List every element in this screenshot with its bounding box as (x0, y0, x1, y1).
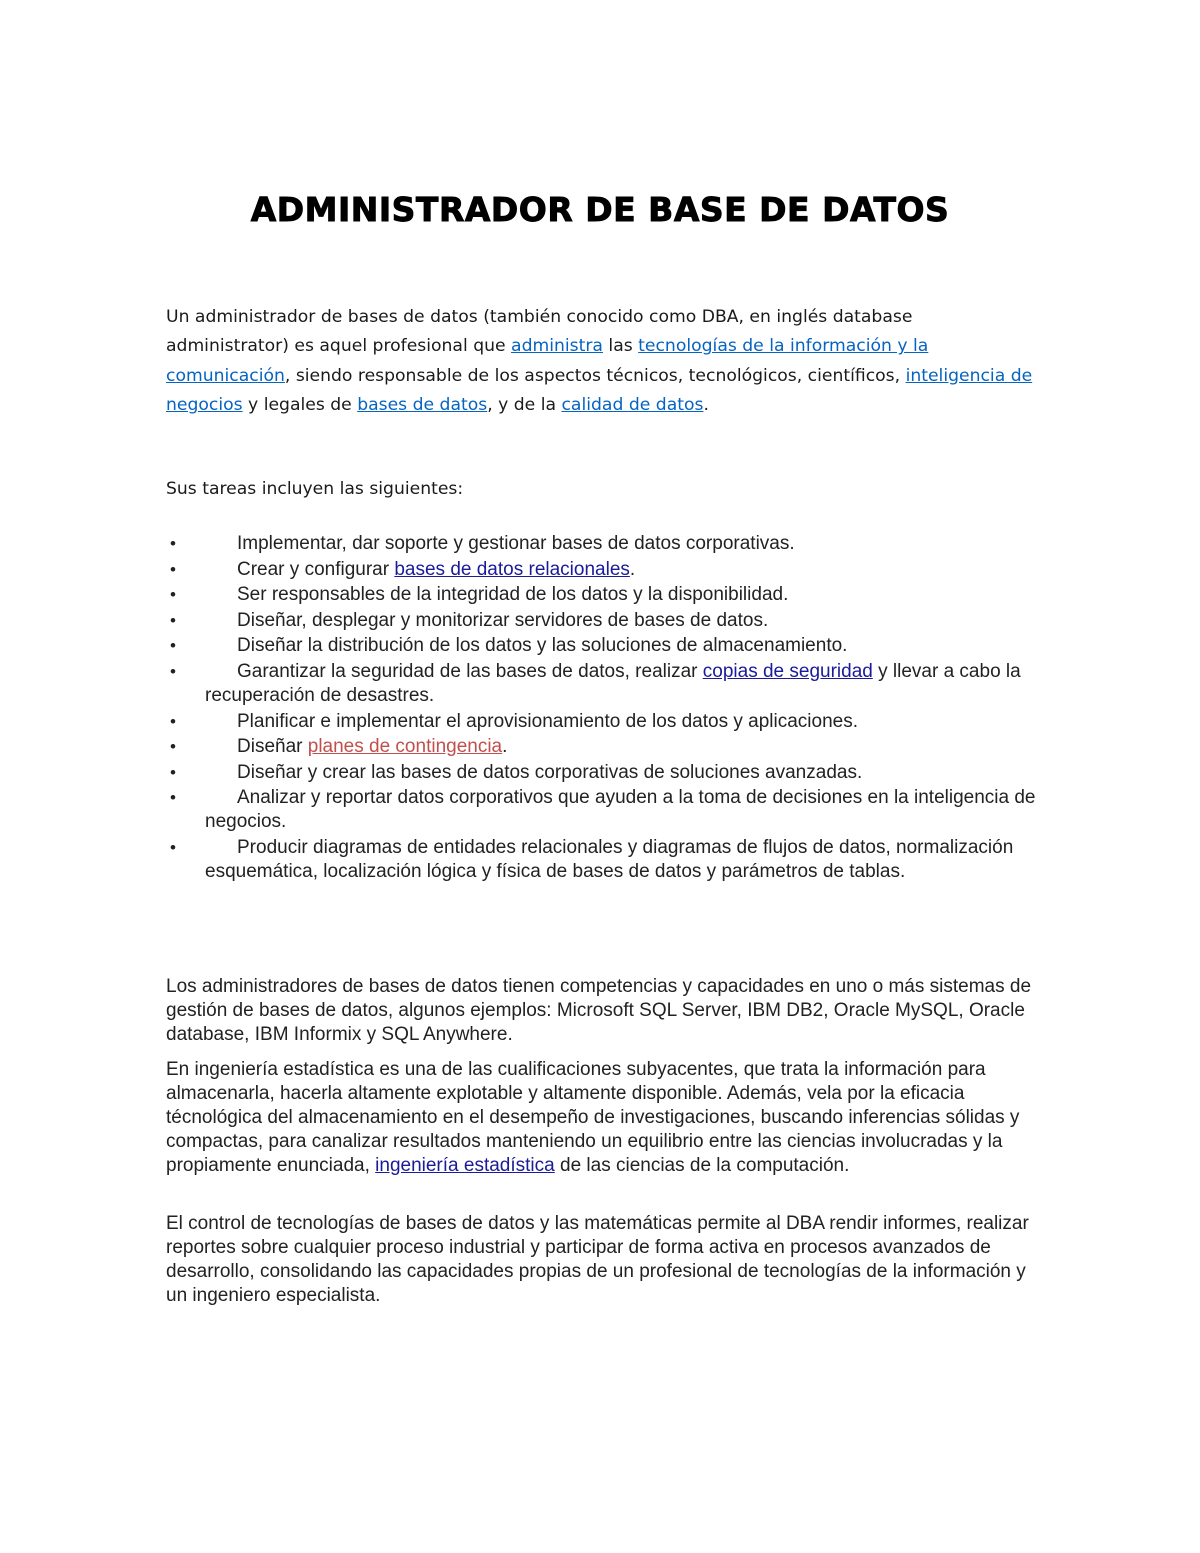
task-text: Implementar, dar soporte y gestionar bases de datos corporativas. (237, 533, 795, 554)
task-text (205, 736, 507, 757)
task-text-pre: Garantizar la seguridad de las bases de datos, realizar (237, 660, 703, 682)
list-item (166, 710, 1046, 734)
list-item (166, 786, 1046, 834)
paragraph-control: El control de tecnologías de bases de datos y las matemáticas permite al DBA rendir informes, realizar reportes sobre cualquier proceso industrial y participar de forma activa en procesos avanzados de desarrollo, consolidando las capacidades propias de un profesional de tecnologías de la información y un ingeniero especialista. (166, 1213, 1029, 1306)
link-inteligencia-negocios[interactable]: inteligencia de negocios (166, 365, 1033, 415)
list-item (166, 634, 1046, 658)
link-tecnologias-informacion[interactable]: tecnologías de la información y la comunicación (166, 336, 929, 386)
list-item (166, 558, 1046, 582)
link-bases-de-datos[interactable]: bases de datos (357, 394, 488, 415)
link-copias-de-seguridad[interactable]: copias de seguridad (702, 660, 873, 682)
list-item (166, 735, 1046, 759)
task-text: Analizar y reportar datos corporativos que ayuden a la toma de decisiones en la inteligencia de negocios. (205, 787, 1036, 833)
task-text: Ser responsables de la integridad de los datos y la disponibilidad. (237, 584, 789, 606)
paragraph-competencias: Los administradores de bases de datos tienen competencias y capacidades en uno o más sistemas de gestión de bases de datos, algunos ejemplos: Microsoft SQL Server, IBM DB2, Oracle MySQL, Oracle database, IBM Informix y SQL Anywhere. (166, 976, 1032, 1045)
task-text: Planificar e implementar el aprovisionamiento de los datos y aplicaciones. (237, 710, 858, 732)
link-administra[interactable]: administra (511, 336, 603, 357)
bullet-icon: • (170, 585, 176, 605)
intro-text-1: Un administrador de bases de datos (también conocido como DBA, en inglés database administrator) es aquel profesional que (166, 307, 913, 357)
bullet-icon: • (170, 762, 176, 782)
bullet-icon: • (170, 711, 176, 731)
intro-text-5: , y de la (487, 394, 562, 415)
intro-text-3: , siendo responsable de los aspectos técnicos, tecnológicos, científicos, (284, 365, 906, 386)
list-item (166, 761, 1046, 785)
list-item (166, 609, 1046, 633)
bullet-icon: • (170, 661, 176, 681)
list-item (166, 836, 1046, 884)
para2-text-post: de las ciencias de la computación. (554, 1155, 850, 1176)
task-text (205, 661, 1021, 706)
intro-text-6: . (703, 394, 709, 415)
list-item (166, 532, 1046, 556)
bullet-icon: • (170, 610, 176, 630)
intro-text-2: las (602, 336, 639, 357)
task-text-post: y llevar a cabo la recuperación de desastres. (205, 660, 1021, 706)
bullet-icon: • (170, 837, 176, 857)
task-text: Diseñar y crear las bases de datos corporativas de soluciones avanzadas. (237, 761, 863, 783)
task-text: Diseñar la distribución de los datos y las soluciones de almacenamiento. (237, 635, 848, 657)
bullet-icon: • (170, 636, 176, 656)
task-text: Diseñar, desplegar y monitorizar servidores de bases de datos. (237, 609, 769, 631)
bullet-icon: • (170, 737, 176, 757)
list-item (166, 583, 1046, 607)
link-planes-de-contingencia[interactable]: planes de contingencia (307, 736, 503, 758)
task-text: Producir diagramas de entidades relacionales y diagramas de flujos de datos, normalización esquemática, localización lógica y física de bases de datos y parámetros de tablas. (205, 836, 1014, 882)
link-ingenieria-estadistica[interactable]: ingeniería estadística (375, 1155, 555, 1176)
tasks-list (166, 532, 1046, 886)
bullet-icon: • (170, 559, 176, 579)
para2-text-pre: En ingeniería estadística es una de las cualificaciones subyacentes, que trata la información para almacenarla, hacerla altamente explotable y altamente disponible. Además, vela por la eficacia técnológica del almacenamiento en el desempeño de investigaciones, buscando inferencias sólidas y compactas, para canalizar resultados manteniendo un equilibrio entre las ciencias involucradas y la propiamente enunciada, (166, 1059, 1020, 1176)
task-text-pre: Diseñar (237, 736, 308, 758)
paragraph-ingenieria (166, 1058, 1046, 1178)
intro-paragraph (166, 303, 1036, 420)
link-calidad-de-datos[interactable]: calidad de datos (561, 394, 704, 415)
task-text-post: . (502, 736, 508, 758)
intro-text-4: y legales de (242, 394, 358, 415)
tasks-heading: Sus tareas incluyen las siguientes: (166, 479, 464, 499)
bullet-icon: • (170, 788, 176, 808)
page-title: ADMINISTRADOR DE BASE DE DATOS (250, 190, 950, 229)
task-text (205, 559, 635, 580)
task-text-pre: Crear y configurar (237, 558, 395, 580)
list-item (166, 660, 1046, 708)
link-bases-datos-relacionales[interactable]: bases de datos relacionales (394, 558, 630, 580)
task-text-post: . (629, 558, 636, 580)
bullet-icon: • (170, 534, 176, 553)
